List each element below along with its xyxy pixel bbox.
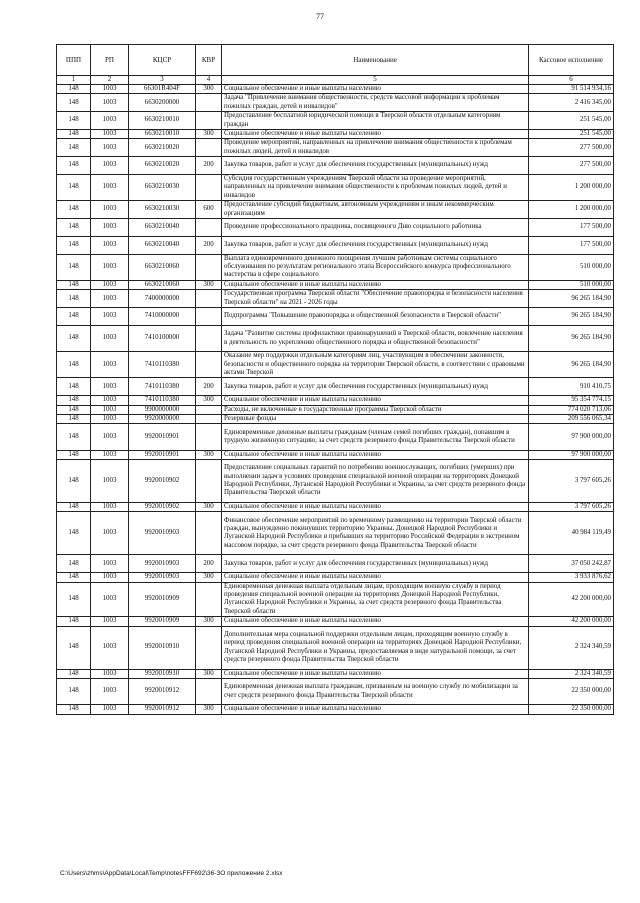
table-row [57,201,614,219]
cell-name: Проведение профессионального праздника, посвященного Дню социального работника [222,219,529,237]
cell-kvr: 600 [196,201,222,219]
cell-ppp: 148 [57,85,91,94]
cell-kvr: 300 [196,130,222,139]
cell-kvr: 300 [196,669,222,678]
cell-name: Социальное обеспечение и иные выплаты населению [222,617,529,626]
cell-kcsr: 7410000000 [129,308,196,326]
table-row [57,414,614,423]
cell-kcsr: 6630210060 [129,254,196,280]
cell-name: Единовременные денежные выплаты гражданам (членам семей погибших граждан), попавшим в трудную жизненную ситуацию, за счет средств резервного фонда Правительства Тверской области [222,424,529,450]
cell-kcsr: 9900000000 [129,405,196,414]
cell-ppp: 148 [57,352,91,378]
cell-amount: 910 410,75 [529,378,614,396]
cell-kcsr: 9920010909 [129,617,196,626]
page-number: 77 [316,12,324,21]
cell-ppp: 148 [57,325,91,351]
cell-amount: 277 500,00 [529,157,614,175]
cell-ppp: 148 [57,405,91,414]
table-row [57,112,614,130]
cell-amount: 2 324 340,59 [529,626,614,669]
cell-kvr: 300 [196,617,222,626]
cell-name: Задача "Привлечение внимания общественности, средств массовой информации к проблемам пожилых граждан, детей и инвалидов" [222,94,529,112]
cell-rp: 1003 [91,378,129,396]
cell-amount: 96 265 184,90 [529,308,614,326]
cell-name: Социальное обеспечение и иные выплаты населению [222,450,529,459]
cell-ppp: 148 [57,669,91,678]
cell-ppp: 148 [57,378,91,396]
table-row [57,290,614,308]
column-number: 5 [222,76,529,85]
cell-name: Оказание мер поддержки отдельным категориям лиц, участвующим в обеспечении законности, безопасности и общественного порядка на территории Тверской области, в соответствии с правовыми актами Тверской [222,352,529,378]
cell-amount: 3 933 876,62 [529,573,614,582]
table-row [57,582,614,617]
cell-ppp: 148 [57,459,91,502]
cell-ppp: 148 [57,130,91,139]
cell-ppp: 148 [57,94,91,112]
cell-amount: 251 545,00 [529,112,614,130]
cell-kvr [196,112,222,130]
cell-kcsr: 9920010901 [129,424,196,450]
cell-name: Субсидия государственным учреждениям Тверской области на проведение мероприятий, направленных на привлечение внимания общественности к проблемам пожилых людей, детей и инвалидов [222,175,529,201]
cell-kcsr: 9920010902 [129,502,196,511]
table-row [57,502,614,511]
cell-name: Социальное обеспечение и иные выплаты населению [222,705,529,714]
cell-amount: 37 050 242,87 [529,555,614,573]
table-row [57,139,614,157]
cell-kvr [196,352,222,378]
cell-kvr [196,405,222,414]
cell-ppp: 148 [57,290,91,308]
cell-ppp: 148 [57,112,91,130]
cell-rp: 1003 [91,85,129,94]
cell-rp: 1003 [91,254,129,280]
cell-amount: 510 000,00 [529,254,614,280]
cell-kcsr: 9920010910 [129,669,196,678]
cell-amount: 177 500,00 [529,219,614,237]
cell-name: Закупка товаров, работ и услуг для обеспечения государственных (муниципальных) нужд [222,378,529,396]
cell-rp: 1003 [91,325,129,351]
cell-name: Расходы, не включенные в государственные программы Тверской области [222,405,529,414]
budget-table [56,44,614,715]
table-row [57,280,614,289]
cell-kvr: 300 [196,450,222,459]
cell-name: Предоставление социальных гарантий по потребению военнослужащих, погибших (умерших) при выполнении задач в условиях проведения специальной военной операции на территориях Донецкой Народной Республики, Луганской Народной Республики и Украины, за счет средств резервного фонда Правительства Тверской области [222,459,529,502]
cell-rp: 1003 [91,678,129,704]
cell-rp: 1003 [91,280,129,289]
cell-kvr [196,459,222,502]
cell-rp: 1003 [91,424,129,450]
cell-ppp: 148 [57,573,91,582]
cell-rp: 1003 [91,175,129,201]
cell-rp: 1003 [91,582,129,617]
column-number: 4 [196,76,222,85]
cell-kvr [196,290,222,308]
cell-amount: 97 900 000,00 [529,450,614,459]
cell-amount: 1 200 000,00 [529,175,614,201]
cell-kvr [196,219,222,237]
cell-kcsr: 6630210010 [129,130,196,139]
cell-name: Государственная программа Тверской области "Обеспечение правопорядка и безопасности населения Тверской области" на 2021 - 2026 годы [222,290,529,308]
cell-ppp: 148 [57,626,91,669]
cell-ppp: 148 [57,502,91,511]
column-number-row [57,76,614,85]
cell-name: Финансовое обеспечение мероприятий по временному размещению на территории Тверской области граждан, вынужденно покинувших территорию Украины, Донецкой Народной Республики и Луганской Народной Республики и прибывших на территорию Российской Федерации в экстренном массовом порядке, за счет средств резервного фонда Правительства Тверской области [222,512,529,555]
cell-kcsr: 9920010910 [129,626,196,669]
cell-name: Социальное обеспечение и иные выплаты населению [222,573,529,582]
cell-kvr: 200 [196,157,222,175]
cell-ppp: 148 [57,219,91,237]
cell-amount: 177 500,00 [529,236,614,254]
table-row [57,459,614,502]
cell-kvr: 300 [196,85,222,94]
cell-kvr [196,254,222,280]
table-row [57,678,614,704]
cell-kvr [196,94,222,112]
cell-amount: 3 797 605,26 [529,502,614,511]
cell-kcsr: 6630210060 [129,280,196,289]
cell-kvr: 200 [196,378,222,396]
cell-kcsr: 6630210040 [129,236,196,254]
cell-ppp: 148 [57,308,91,326]
cell-ppp: 148 [57,175,91,201]
cell-kcsr: 7410110380 [129,378,196,396]
cell-ppp: 148 [57,139,91,157]
cell-kvr: 300 [196,396,222,405]
cell-kcsr: 9920010903 [129,555,196,573]
cell-kcsr: 7410110380 [129,352,196,378]
cell-kvr: 300 [196,502,222,511]
cell-rp: 1003 [91,573,129,582]
cell-kcsr: 9920010903 [129,512,196,555]
cell-ppp: 148 [57,254,91,280]
cell-kvr: 200 [196,555,222,573]
cell-kcsr: 7400000000 [129,290,196,308]
table-row [57,157,614,175]
cell-amount: 91 514 934,16 [529,85,614,94]
table-row [57,405,614,414]
cell-amount: 22 350 000,00 [529,678,614,704]
cell-kcsr: 66301R404F [129,85,196,94]
cell-kcsr: 9920010909 [129,582,196,617]
column-number: 1 [57,76,91,85]
table-row [57,130,614,139]
cell-rp: 1003 [91,94,129,112]
cell-kvr [196,325,222,351]
cell-rp: 1003 [91,459,129,502]
cell-ppp: 148 [57,678,91,704]
cell-amount: 42 200 000,00 [529,582,614,617]
table-row [57,352,614,378]
cell-kvr: 300 [196,280,222,289]
cell-kvr [196,512,222,555]
cell-name: Дополнительная мера социальной поддержки отдельным лицам, проходящим военную службу в период проведения специальной военной операции на территориях Донецкой Народной Республики, Луганской Народной Республики и Украины, предоставляемая в виде натуральной помощи, за счет средств резервного фонда Правительства Тверской области [222,626,529,669]
cell-rp: 1003 [91,157,129,175]
cell-rp: 1003 [91,705,129,714]
cell-amount: 2 416 345,00 [529,94,614,112]
cell-name: Закупка товаров, работ и услуг для обеспечения государственных (муниципальных) нужд [222,157,529,175]
cell-name: Подпрограмма "Повышение правопорядка и общественной безопасности в Тверской области" [222,308,529,326]
cell-amount: 510 000,00 [529,280,614,289]
cell-ppp: 148 [57,157,91,175]
cell-kvr: 200 [196,236,222,254]
cell-rp: 1003 [91,669,129,678]
cell-kvr [196,175,222,201]
cell-kcsr: 7410110380 [129,396,196,405]
table-row [57,424,614,450]
cell-amount: 277 500,00 [529,139,614,157]
table-row [57,555,614,573]
table-row [57,617,614,626]
header-ppp: ППП [57,45,91,76]
table-row [57,325,614,351]
table-row [57,669,614,678]
cell-rp: 1003 [91,617,129,626]
cell-amount: 40 984 119,49 [529,512,614,555]
cell-kcsr: 6630210030 [129,201,196,219]
cell-kvr: 300 [196,705,222,714]
cell-rp: 1003 [91,626,129,669]
table-body [57,85,614,715]
cell-name: Проведение мероприятий, направленных на привлечение внимания общественности к проблемам пожилых людей, детей и инвалидов [222,139,529,157]
cell-ppp: 148 [57,617,91,626]
cell-ppp: 148 [57,582,91,617]
cell-amount: 95 354 774,15 [529,396,614,405]
header-amount: Кассовое исполнение [529,45,614,76]
cell-ppp: 148 [57,396,91,405]
cell-name: Резервные фонды [222,414,529,423]
cell-kcsr: 9920010901 [129,450,196,459]
cell-name: Закупка товаров, работ и услуг для обеспечения государственных (муниципальных) нужд [222,555,529,573]
cell-rp: 1003 [91,308,129,326]
cell-kvr [196,308,222,326]
table-row [57,450,614,459]
cell-amount: 1 200 000,00 [529,201,614,219]
cell-rp: 1003 [91,502,129,511]
cell-kvr: 300 [196,573,222,582]
table-row [57,573,614,582]
cell-rp: 1003 [91,512,129,555]
column-number: 3 [129,76,196,85]
header-rp: РП [91,45,129,76]
cell-rp: 1003 [91,405,129,414]
cell-kvr [196,626,222,669]
cell-kcsr: 6630210030 [129,175,196,201]
cell-kvr [196,139,222,157]
cell-ppp: 148 [57,201,91,219]
cell-name: Выплата единовременного денежного поощрения лучшим работникам системы социального обслуживания по результатам регионального этапа Всероссийского конкурса профессионального мастерства в сфере социального [222,254,529,280]
header-kvr: КВР [196,45,222,76]
cell-name: Предоставление бесплатной юридической помощи в Тверской области отдельным категориям граждан [222,112,529,130]
cell-kcsr: 7410100000 [129,325,196,351]
cell-rp: 1003 [91,219,129,237]
table-row [57,626,614,669]
cell-amount: 96 265 184,90 [529,352,614,378]
cell-name: Социальное обеспечение и иные выплаты населению [222,502,529,511]
cell-kcsr: 9920010912 [129,705,196,714]
header-name: Наименование [222,45,529,76]
cell-name: Единовременная денежная выплата отдельным лицам, проходящим военную службу в период проведения специальной военной операции на территориях Донецкой Народной Республики, Луганской Народной Республики и Украины, за счет средств резервного фонда Правительства Тверской области [222,582,529,617]
cell-amount: 96 265 184,90 [529,325,614,351]
cell-amount: 97 900 000,00 [529,424,614,450]
cell-amount: 3 797 605,26 [529,459,614,502]
cell-ppp: 148 [57,236,91,254]
cell-ppp: 148 [57,424,91,450]
cell-ppp: 148 [57,280,91,289]
cell-rp: 1003 [91,236,129,254]
cell-kcsr: 6630210020 [129,157,196,175]
cell-ppp: 148 [57,450,91,459]
cell-ppp: 148 [57,555,91,573]
cell-kcsr: 6630210040 [129,219,196,237]
cell-name: Социальное обеспечение и иные выплаты населению [222,669,529,678]
cell-ppp: 148 [57,705,91,714]
cell-kcsr: 6630200000 [129,94,196,112]
table-row [57,308,614,326]
cell-kvr [196,678,222,704]
table-row [57,175,614,201]
cell-amount: 774 020 713,06 [529,405,614,414]
cell-kcsr: 9920010903 [129,573,196,582]
cell-kcsr: 6630210010 [129,112,196,130]
cell-rp: 1003 [91,555,129,573]
cell-name: Социальное обеспечение и иные выплаты населению [222,85,529,94]
table-row [57,85,614,94]
column-number: 6 [529,76,614,85]
cell-rp: 1003 [91,139,129,157]
table-row [57,378,614,396]
cell-rp: 1003 [91,352,129,378]
header-row [57,45,614,76]
cell-kcsr: 6630210020 [129,139,196,157]
cell-rp: 1003 [91,396,129,405]
table-row [57,512,614,555]
cell-amount: 22 350 000,00 [529,705,614,714]
cell-rp: 1003 [91,414,129,423]
table-row [57,396,614,405]
cell-rp: 1003 [91,112,129,130]
cell-rp: 1003 [91,450,129,459]
cell-amount: 2 324 340,59 [529,669,614,678]
cell-name: Предоставление субсидий бюджетным, автономным учреждениям и иным некоммерческим организациям [222,201,529,219]
cell-kcsr: 9920000000 [129,414,196,423]
cell-name: Социальное обеспечение и иные выплаты населению [222,396,529,405]
table-row [57,94,614,112]
cell-name: Закупка товаров, работ и услуг для обеспечения государственных (муниципальных) нужд [222,236,529,254]
cell-name: Социальное обеспечение и иные выплаты населению [222,280,529,289]
cell-ppp: 148 [57,414,91,423]
cell-amount: 42 200 000,00 [529,617,614,626]
cell-kvr [196,414,222,423]
cell-kcsr: 9920010912 [129,678,196,704]
table-row [57,705,614,714]
table-row [57,254,614,280]
cell-name: Задача "Развитие системы профилактики правонарушений в Тверской области, вовлечение населения в деятельность по укреплению общественного порядка и общественной безопасности" [222,325,529,351]
cell-kcsr: 9920010902 [129,459,196,502]
column-number: 2 [91,76,129,85]
table-row [57,219,614,237]
cell-rp: 1003 [91,130,129,139]
cell-rp: 1003 [91,290,129,308]
cell-amount: 96 265 184,90 [529,290,614,308]
cell-rp: 1003 [91,201,129,219]
cell-amount: 251 545,00 [529,130,614,139]
table-row [57,236,614,254]
cell-kvr [196,424,222,450]
header-kcsr: КЦСР [129,45,196,76]
file-path-footer: C:\Users\zhms\AppData\Local\Temp\notesFFF692\36-ЗО приложение 2.xlsx [60,870,283,877]
cell-kvr [196,582,222,617]
cell-ppp: 148 [57,512,91,555]
cell-amount: 209 556 065,34 [529,414,614,423]
cell-name: Единовременная денежная выплата гражданам, призванным на военную службу по мобилизации за счет средств резервного фонда Правительства Тверской области [222,678,529,704]
cell-name: Социальное обеспечение и иные выплаты населению [222,130,529,139]
